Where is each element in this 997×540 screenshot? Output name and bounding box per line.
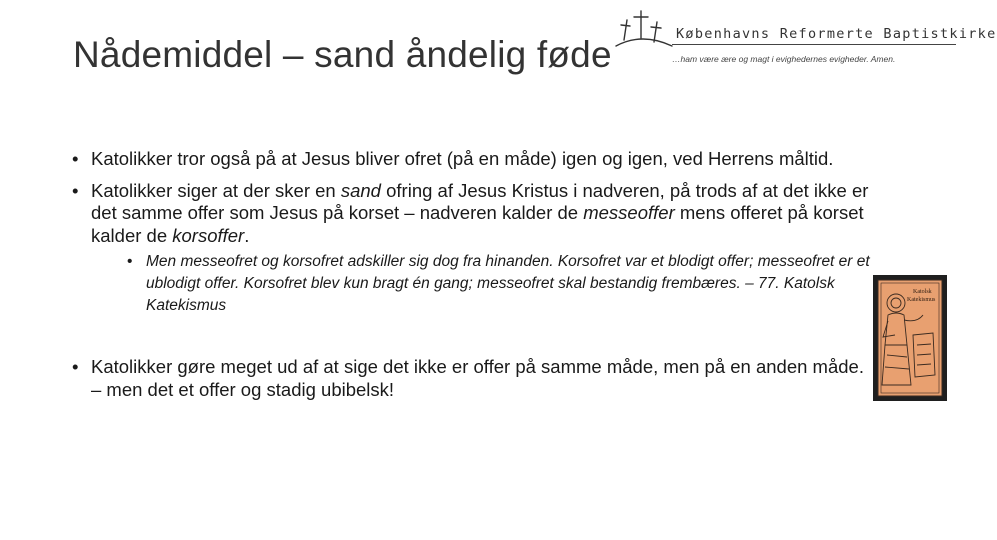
bullet-dot: •: [127, 253, 133, 270]
bullet-dot: •: [72, 148, 79, 169]
bullet-item: [72, 356, 878, 401]
book-cover-art: [873, 275, 947, 401]
emphasis-text: korsoffer: [172, 224, 245, 246]
church-name: Københavns Reformerte Baptistkirke: [676, 26, 997, 42]
sub-bullet-item: [127, 251, 878, 317]
bullet-dot: •: [72, 179, 79, 201]
slide-title: Nådemiddel – sand åndelig føde: [73, 34, 612, 75]
catechism-book-cover: [873, 275, 947, 401]
bullet-text: ofring af Jesus Kristus i nadveren, på trods af at det ikke er det samme offer som Jesus på korset – nadveren kalder de: [91, 179, 869, 223]
bullet-dot: •: [72, 356, 79, 377]
bullet-text: Katolikker gøre meget ud af at sige det ikke er offer på samme måde, men på en anden måde. – men det et offer og stadig ubibelsk!: [91, 356, 864, 400]
bullet-text: Katolikker tror også på at Jesus bliver ofret (på en måde) igen og igen, ved Herrens måltid.: [91, 148, 834, 169]
sub-bullet-text: Men messeofret og korsofret adskiller sig dog fra hinanden. Korsofret var et blodigt offer; messeofret er et ublodigt offer. Korsofret blev kun bragt én gang; messeofret skal bestandig frembæres. – 77. Katolsk Katekismus: [146, 253, 870, 314]
bullet-text: mens offeret på korset kalder de: [91, 202, 864, 246]
emphasis-text: messeoffer: [583, 202, 675, 223]
crosses-icon: [614, 8, 674, 52]
book-title-line2: Katekismus: [907, 297, 936, 303]
bullet-list: [72, 148, 878, 410]
church-logo: [614, 8, 997, 68]
bullet-item: [72, 180, 878, 318]
emphasis-text: sand: [340, 179, 381, 201]
logo-divider: [672, 44, 956, 45]
book-title-line1: Katolsk: [913, 289, 932, 295]
bullet-item: [72, 148, 878, 171]
bullet-text: .: [244, 224, 250, 246]
church-tagline: …ham være ære og magt i evighedernes evigheder. Amen.: [672, 54, 896, 64]
bullet-text: Katolikker siger at der sker en: [91, 179, 341, 201]
